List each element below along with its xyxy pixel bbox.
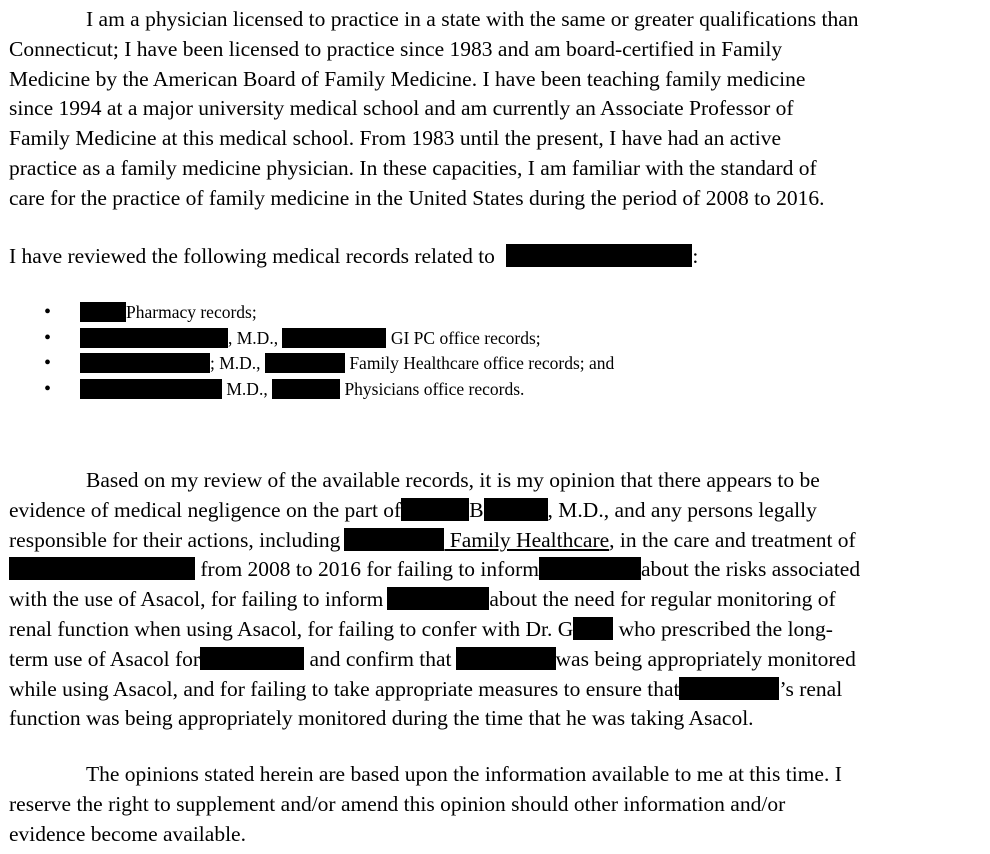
text-segment: B [469,497,484,522]
text-segment: renal function when using Asacol, for failing to confer with Dr. G [9,616,574,641]
list-item [0,326,614,352]
paragraph-line [9,526,860,556]
list-item-text: GI PC office records; [386,327,541,348]
paragraph-line: reserve the right to supplement and/or amend this opinion should other information and/or [9,791,786,816]
records-intro-text: I have reviewed the following medical records related to [9,244,495,268]
paragraph-line: evidence become available. [9,821,246,846]
redaction-block [456,647,556,670]
paragraph-line: since 1994 at a major university medical school and am currently an Associate Professor of [9,96,794,121]
text-segment: who prescribed the long- [613,616,833,641]
paragraph-line: function was being appropriately monitored during the time that he was taking Asacol. [9,706,754,731]
text-segment: and confirm that [304,646,452,671]
bullet-icon: • [44,352,52,374]
redaction-block [80,353,210,373]
list-item-md: M.D., [222,378,268,399]
redaction-block [80,328,228,348]
paragraph-line [9,555,860,585]
paragraph-line: Based on my review of the available records, it is my opinion that there appears to be [86,468,820,492]
bullet-icon: • [44,326,52,349]
paragraph-line: Family Medicine at this medical school. From 1983 until the present, I have had an active [9,126,782,151]
text-segment: with the use of Asacol, for failing to inform [9,587,384,612]
records-intro-suffix: : [692,244,699,268]
text-segment: from 2008 to 2016 for failing to inform [195,557,539,582]
bullet-icon: • [44,377,52,400]
list-item-text: Physicians office records. [340,378,525,399]
paragraph-line [9,615,860,645]
reservation-paragraph [9,760,842,849]
qualifications-paragraph [9,5,859,214]
paragraph-line [9,675,860,705]
bullet-icon: • [44,301,52,323]
records-intro [9,242,698,272]
redaction-block [272,379,340,399]
redaction-block [80,379,222,399]
redaction-block [200,647,304,670]
text-segment: ’s renal [779,676,843,701]
redaction-block [401,498,469,521]
paragraph-line [9,645,860,675]
redaction-block [80,302,126,322]
redaction-block [282,328,386,348]
paragraph-line: care for the practice of family medicine in the United States during the period of 2008 to 2016. [9,185,825,210]
redaction-block [679,677,779,700]
redaction-block [539,557,641,580]
redaction-block [387,587,489,610]
text-segment: evidence of medical negligence on the part of [9,497,402,522]
paragraph-line: The opinions stated herein are based upon the information available to me at this time. I [86,762,842,786]
text-segment: Family Healthcare [444,527,610,552]
list-item-md: , M.D., [228,327,279,348]
paragraph-line [9,242,698,272]
paragraph-line: I am a physician licensed to practice in a state with the same or greater qualifications than [86,7,859,31]
redaction-block [573,617,613,640]
list-item-text: Pharmacy records; [126,302,257,322]
text-segment: , in the care and treatment of [609,527,856,552]
paragraph-line: Medicine by the American Board of Family Medicine. I have been teaching family medicine [9,66,806,91]
redaction-block [9,557,195,580]
opinion-paragraph [9,466,860,734]
redaction-block [484,498,548,521]
text-segment: about the need for regular monitoring of [489,587,836,612]
list-item-md: ; M.D., [210,353,261,373]
paragraph-line [9,496,860,526]
text-segment: about the risks associated [640,557,861,582]
paragraph-line [9,585,860,615]
records-list [0,300,614,402]
text-segment: was being appropriately monitored [555,646,856,671]
redaction-block [506,244,692,267]
list-item [0,300,614,326]
paragraph-line: Connecticut; I have been licensed to practice since 1983 and am board-certified in Family [9,36,783,61]
text-segment: term use of Asacol for [9,646,201,671]
redaction-block [344,528,444,551]
list-item [0,351,614,377]
list-item-text: Family Healthcare office records; and [344,353,615,373]
list-item [0,377,614,403]
text-segment: responsible for their actions, including [9,527,341,552]
text-segment: , M.D., and any persons legally [547,497,817,522]
text-segment: while using Asacol, and for failing to take appropriate measures to ensure that [9,676,680,701]
paragraph-line: practice as a family medicine physician. In these capacities, I am familiar with the standard of [9,155,817,180]
redaction-block [265,353,345,373]
